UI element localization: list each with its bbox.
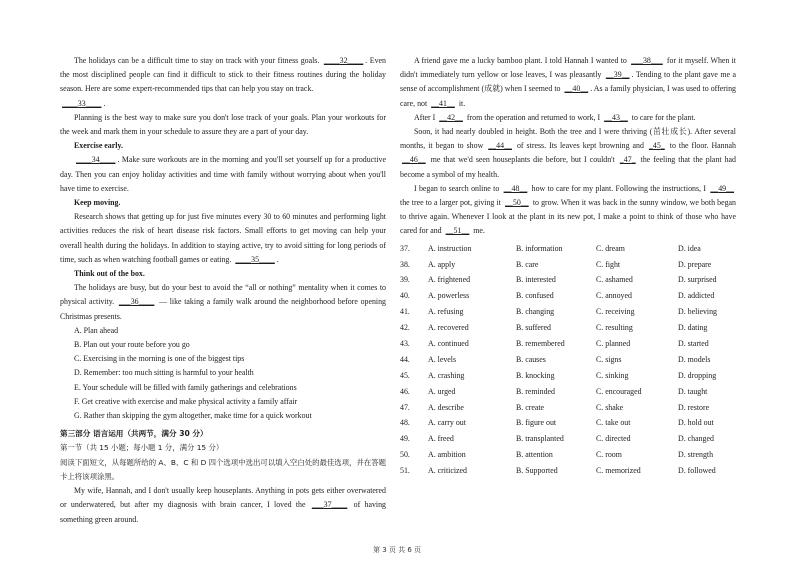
- choice-number: 38.: [400, 259, 410, 269]
- choice-a: A. levels: [428, 354, 457, 364]
- blank-50: __50__: [505, 198, 529, 208]
- choice-d: D. hold out: [678, 418, 714, 428]
- heading-keep-moving: Keep moving.: [74, 198, 121, 208]
- choice-b: B. changing: [516, 307, 555, 317]
- section-title: 第三部分 语言运用（共两节，满分 30 分）: [60, 429, 208, 439]
- choice-d: D. surprised: [678, 275, 717, 285]
- section-instructions: 阅读下面短文，从每题所给的 A、B、C 和 D 四个选项中选出可以填入空白处的最佳选项，并在答题卡上将该项涂黑。: [60, 457, 387, 481]
- option-f: F. Get creative with exercise and make physical activity a family affair: [74, 396, 298, 406]
- option-e: E. Your schedule will be filled with family gatherings and celebrations: [74, 382, 297, 392]
- choice-d: D. dating: [678, 323, 708, 333]
- blank-43: __43__: [604, 112, 628, 122]
- choice-c: C. ashamed: [596, 275, 633, 285]
- choice-a: A. criticized: [428, 466, 467, 476]
- section-subtitle: 第一节（共 15 小题；每小题 1 分，满分 15 分）: [60, 443, 224, 453]
- story-opening: My wife, Hannah, and I don't usually keep houseplants. Anything in pots gets either overwatered or underwatered, but after my diagnosis with brain cancer, I loved the ___37____ of having something green around.: [60, 486, 386, 524]
- choice-c: C. room: [596, 450, 622, 460]
- choice-a: A. recovered: [428, 323, 469, 333]
- option-c: C. Exercising in the morning is one of the biggest tips: [74, 354, 245, 364]
- blank-49: __49__: [710, 183, 735, 193]
- paragraph-intro: The holidays can be a difficult time to stay on track with your fitness goals. ____32____ . Even the most disciplined people can find it difficult to stick to their fitness routines during the holiday season. Here are some expert-recommended tips that can help you stay on track.: [60, 56, 386, 94]
- choice-b: B. figure out: [516, 418, 557, 428]
- choice-c: C. sinking: [596, 370, 629, 380]
- left-column: [60, 54, 386, 527]
- choice-number: 49.: [400, 434, 410, 444]
- choice-number: 39.: [400, 275, 410, 285]
- choice-b: B. Supported: [516, 466, 558, 476]
- paragraph-think: The holidays are busy, but do your best to avoid the “all or nothing” mentality when it comes to physical activity. ___36____ — like taking a family walk around the neighborhood before opening Christmas presents.: [60, 283, 386, 321]
- blank-47: _47_: [619, 155, 636, 165]
- choice-a: A. continued: [428, 338, 469, 348]
- choice-a: A. describe: [428, 402, 464, 412]
- choice-d: D. strength: [678, 450, 714, 460]
- paragraph-exercise: ____34____ . Make sure workouts are in the morning and you'll set yourself up for a productive day. Then you can enjoy holiday activities and time with family without worrying about when you'll have time to exercise.: [60, 155, 386, 193]
- choice-c: C. memorized: [596, 466, 641, 476]
- choice-number: 44.: [400, 354, 410, 364]
- story-paragraph-2: After I __42__ from the operation and returned to work, I __43__ to care for the plant.: [414, 112, 696, 122]
- choice-row: [400, 431, 736, 447]
- choice-d: D. dropping: [678, 370, 717, 380]
- option-g: G. Rather than skipping the gym altogether, make time for a quick workout: [74, 411, 312, 421]
- choice-row: [400, 447, 736, 463]
- choice-b: B. care: [516, 259, 539, 269]
- choice-row: [400, 463, 736, 479]
- choice-c: C. dream: [596, 243, 625, 253]
- story-paragraph-3: Soon, it had nearly doubled in height. Both the tree and I were thriving (茁壮成长). After several months, it began to show __44__ of stress. Its leaves kept browning and _45_ to the floor. Hannah __46__ me that we'd seen houseplants die before, but I couldn't _47_ the feeling that the plant had become a symbol of my health.: [400, 127, 736, 179]
- blank-46: __46__: [402, 155, 426, 165]
- choice-c: C. planned: [596, 338, 631, 348]
- choice-d: D. changed: [678, 434, 714, 444]
- choice-b: B. interested: [516, 275, 556, 285]
- blank-33: ____33____: [62, 98, 102, 108]
- choice-row: [400, 241, 736, 257]
- option-d: D. Remember: too much sitting is harmful to your health: [74, 368, 254, 378]
- choice-b: B. confused: [516, 291, 554, 301]
- heading-exercise-early: Exercise early.: [74, 141, 123, 151]
- choices-table: [400, 241, 736, 479]
- choice-number: 48.: [400, 418, 410, 428]
- choice-number: 40.: [400, 291, 410, 301]
- choice-c: C. encouraged: [596, 386, 642, 396]
- choice-b: B. knocking: [516, 370, 555, 380]
- choice-d: D. started: [678, 338, 709, 348]
- choice-d: D. restore: [678, 402, 710, 412]
- choice-a: A. carry out: [428, 418, 466, 428]
- blank-51: __51__: [445, 226, 470, 236]
- choice-b: B. create: [516, 402, 545, 412]
- blank-38: ___38___: [631, 56, 663, 65]
- choice-number: 41.: [400, 307, 410, 317]
- choice-number: 50.: [400, 450, 410, 460]
- choice-row: [400, 288, 736, 304]
- story-paragraph-4: I began to search online to __48__ how to care for my plant. Following the instructions, I __49__ the tree to a larger pot, giving it __50__ to grow. When it was back in the sunny window, we both began to thrive again. Whenever I look at the plant in its new pot, I make a point to think of those who have cared for and __51__ me.: [400, 183, 736, 236]
- choice-d: D. idea: [678, 243, 701, 253]
- choice-row: [400, 320, 736, 336]
- option-b: B. Plan out your route before you go: [74, 340, 190, 350]
- choice-c: C. directed: [596, 434, 631, 444]
- choice-number: 46.: [400, 386, 410, 396]
- blank-40: __40__: [564, 84, 589, 94]
- blank-34: ____34____: [76, 155, 116, 165]
- choice-a: A. crashing: [428, 370, 465, 380]
- blank-39: __39__: [605, 70, 630, 80]
- blank-35: ____35____: [235, 254, 275, 264]
- blank-37: ___37____: [311, 500, 348, 510]
- choice-row: [400, 336, 736, 352]
- choice-row: [400, 415, 736, 431]
- choice-number: 43.: [400, 338, 410, 348]
- choice-c: C. resulting: [596, 323, 633, 333]
- choice-c: C. receiving: [596, 307, 635, 317]
- blank-42: __42__: [439, 112, 463, 122]
- choice-b: B. attention: [516, 450, 553, 460]
- choice-c: C. shake: [596, 402, 624, 412]
- choice-row: [400, 400, 736, 416]
- choice-row: [400, 384, 736, 400]
- choice-d: D. believing: [678, 307, 718, 317]
- choice-c: C. signs: [596, 354, 622, 364]
- choice-b: B. transplanted: [516, 434, 564, 444]
- choice-row: [400, 272, 736, 288]
- blank-44: __44__: [488, 141, 512, 151]
- story-paragraph-1: A friend gave me a lucky bamboo plant. I told Hannah I wanted to ___38___ for it myself. When it didn't immediately turn yellow or lose leaves, I was pleasantly __39__ . Tending to the plant gave me a sense of accomplishment (成就) when I seemed to __40__ . As a family physician, I was used to offering care, not __41__ it.: [400, 56, 736, 108]
- choice-b: B. reminded: [516, 386, 556, 396]
- choice-b: B. causes: [516, 354, 546, 364]
- blank-48: __48__: [503, 183, 528, 193]
- paragraph-moving: Research shows that getting up for just five minutes every 30 to 60 minutes and performing light activities reduces the risk of heart disease risk factors. Small efforts to get moving can help your overall health during the holidays. In addition to staying active, try to avoid sitting for long periods of time, such as when watching football games or eating. ____35____ .: [60, 212, 386, 264]
- blank-32: ____32____: [323, 56, 364, 65]
- choice-number: 45.: [400, 370, 410, 380]
- right-column: [400, 54, 736, 479]
- choice-c: C. annoyed: [596, 291, 632, 301]
- page-footer: 第 3 页 共 6 页: [372, 546, 422, 554]
- choice-number: 37.: [400, 243, 410, 253]
- choice-a: A. urged: [428, 386, 456, 396]
- choice-a: A. powerless: [428, 291, 470, 301]
- choice-a: A. apply: [428, 259, 456, 269]
- choice-c: C. fight: [596, 259, 621, 269]
- choice-a: A. frightened: [428, 275, 471, 285]
- choice-d: D. taught: [678, 386, 708, 396]
- choice-row: [400, 352, 736, 368]
- choice-a: A. freed: [428, 434, 454, 444]
- blank-45: _45_: [648, 141, 665, 151]
- choice-row: [400, 304, 736, 320]
- heading-think-out-of-box: Think out of the box.: [74, 269, 145, 279]
- choice-d: D. followed: [678, 466, 716, 476]
- choice-d: D. models: [678, 354, 711, 364]
- paragraph-blank-33: ____33____ .: [62, 98, 106, 108]
- choice-number: 47.: [400, 402, 410, 412]
- blank-36: ___36____: [118, 297, 155, 307]
- choice-a: A. instruction: [428, 243, 472, 253]
- choice-d: D. prepare: [678, 259, 712, 269]
- blank-41: __41__: [431, 98, 455, 108]
- choice-a: A. refusing: [428, 307, 464, 317]
- choice-number: 42.: [400, 323, 410, 333]
- choice-b: B. suffered: [516, 323, 551, 333]
- choice-c: C. take out: [596, 418, 631, 428]
- choice-a: A. ambition: [428, 450, 466, 460]
- choice-row: [400, 257, 736, 273]
- choice-b: B. information: [516, 243, 563, 253]
- option-a: A. Plan ahead: [74, 325, 119, 335]
- choice-b: B. remembered: [516, 338, 565, 348]
- choice-number: 51.: [400, 466, 410, 476]
- choice-row: [400, 368, 736, 384]
- choice-d: D. addicted: [678, 291, 715, 301]
- paragraph-planning: Planning is the best way to make sure you don't lose track of your goals. Plan your workouts for the week and mark them in your schedule to assure they are a part of your day.: [60, 112, 386, 137]
